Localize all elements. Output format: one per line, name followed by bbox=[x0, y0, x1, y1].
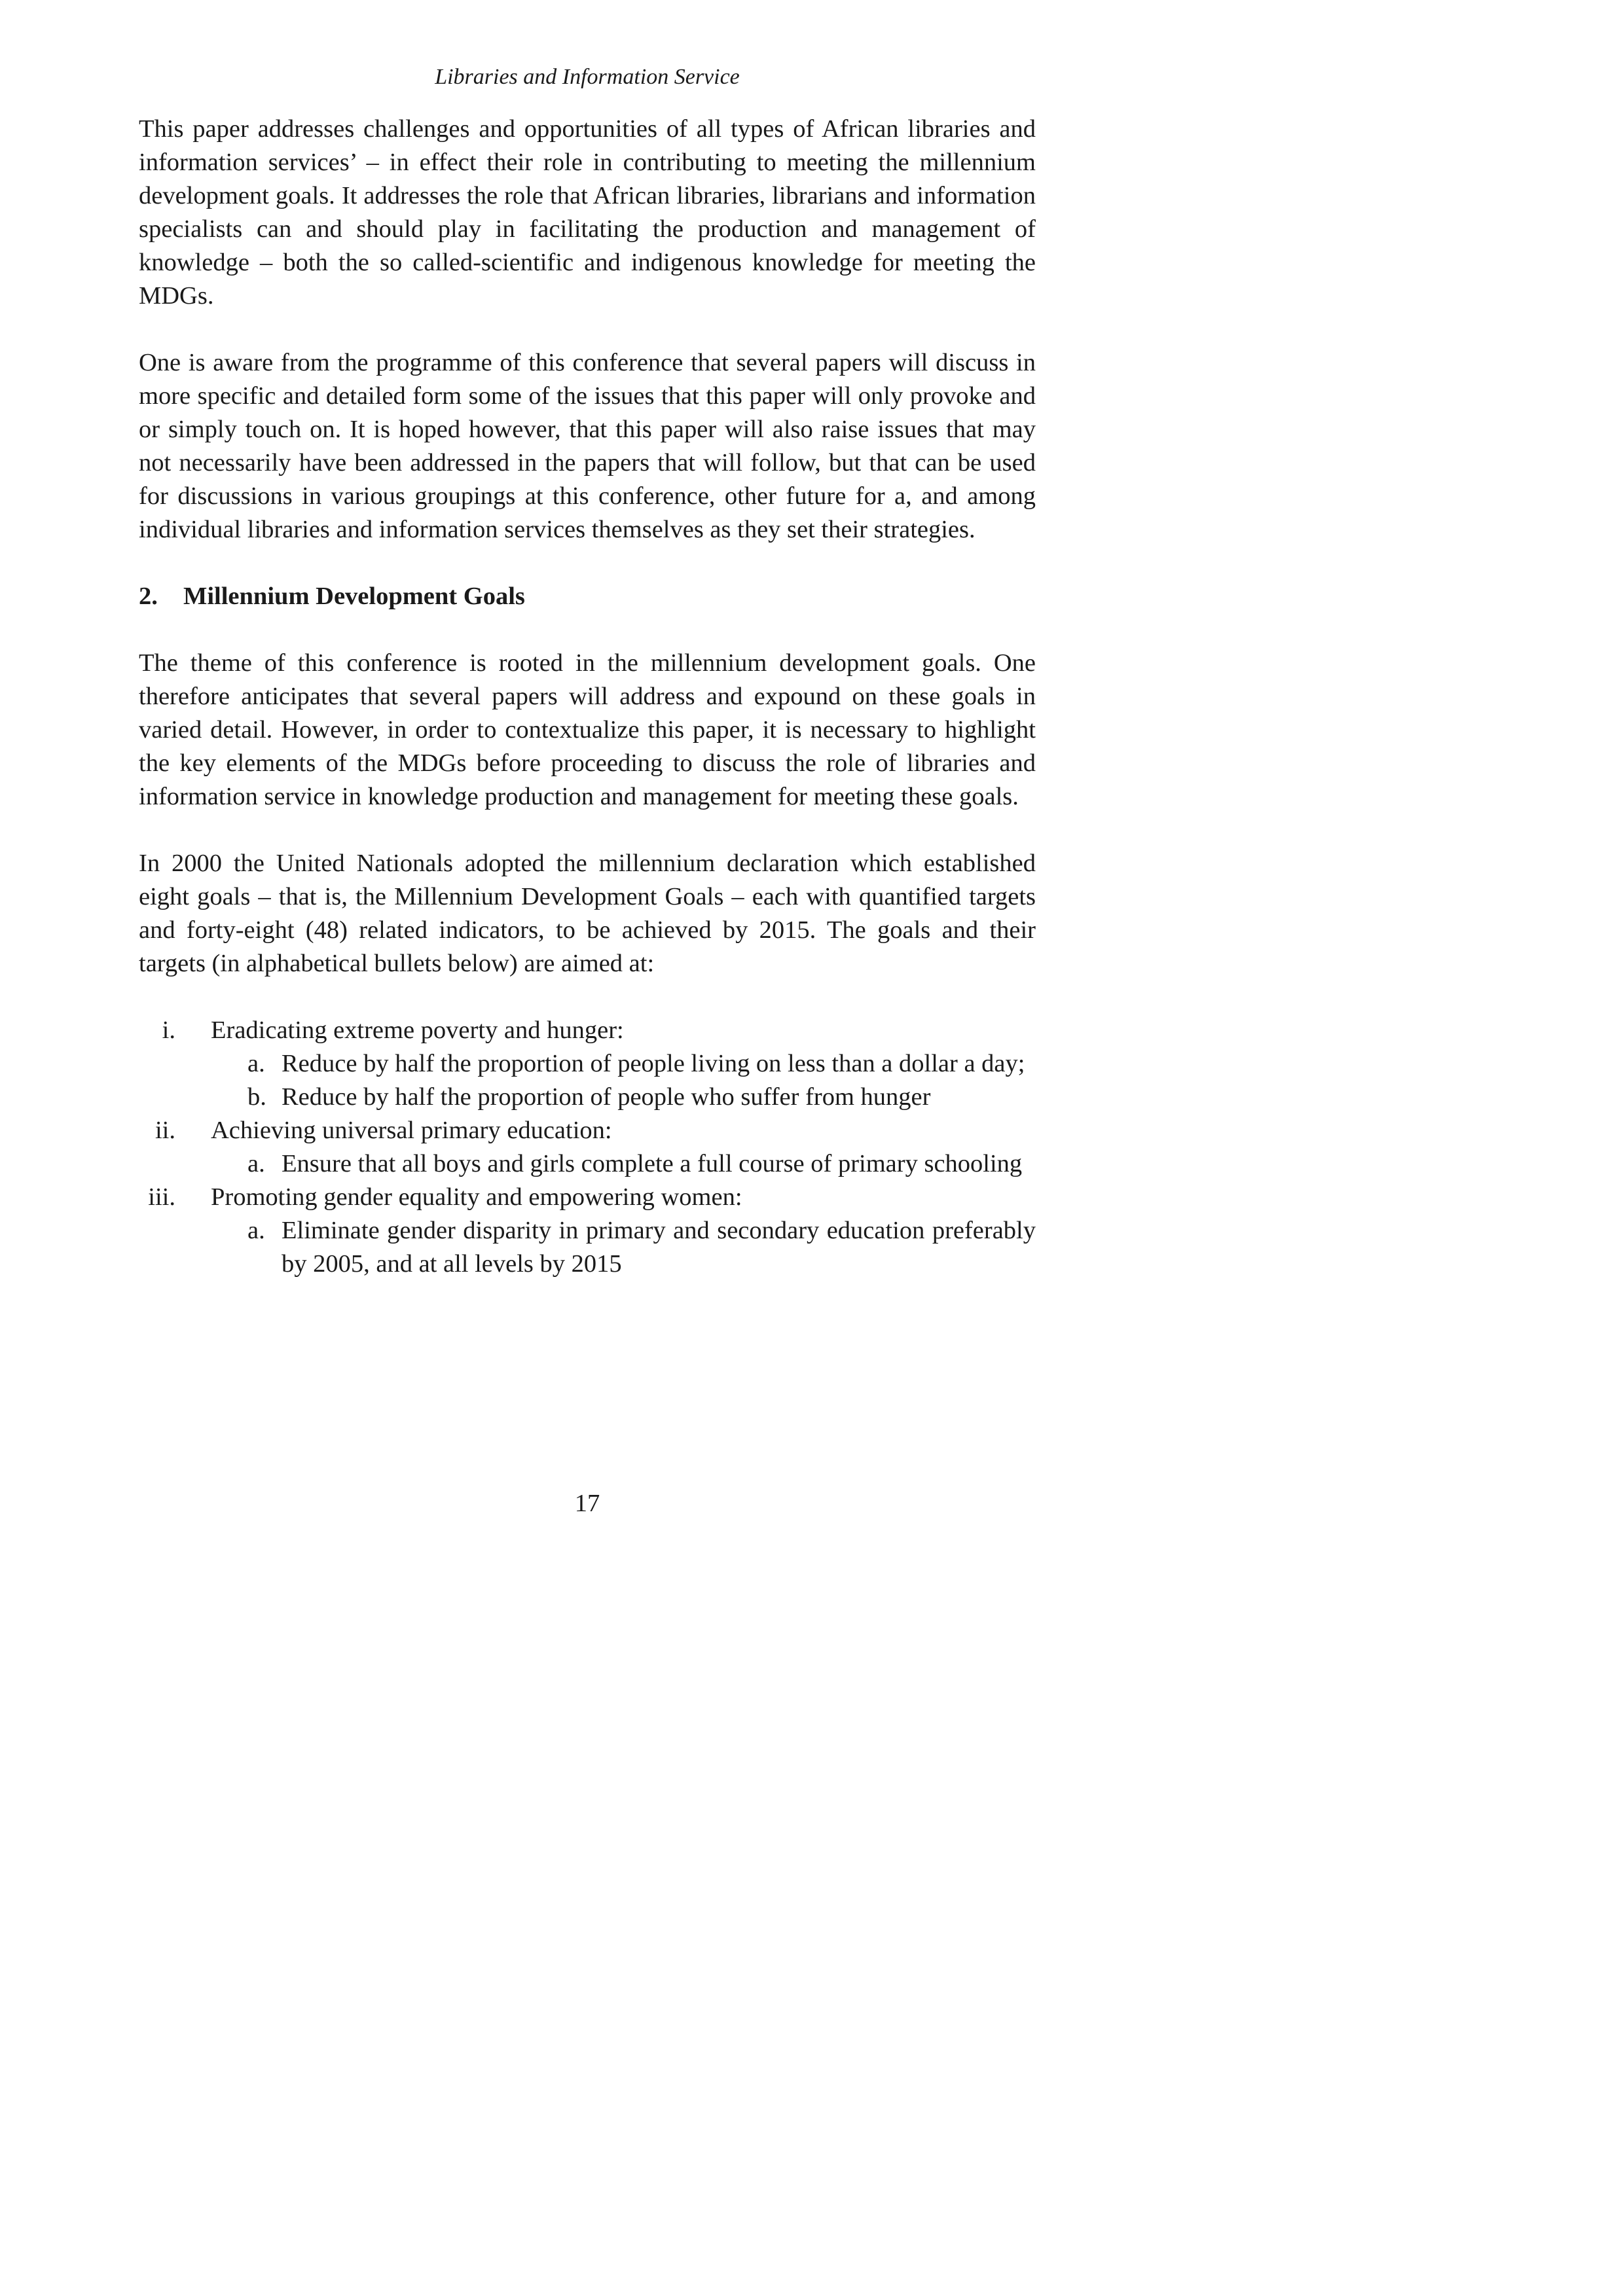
target-item bbox=[211, 1214, 1036, 1281]
goal-item bbox=[139, 1014, 1036, 1114]
goal-label: Eradicating extreme poverty and hunger: bbox=[211, 1016, 624, 1044]
paragraph-section-2: In 2000 the United Nationals adopted the millennium declaration which established eight goals – that is, the Millennium Development Goals – each with quantified targets and forty-eight (48) related indicators, to be achieved by 2015. The goals and their targets (in alphabetical bullets below) are aimed at: bbox=[139, 850, 1036, 977]
target-list bbox=[211, 1047, 1036, 1114]
target-text: Reduce by half the proportion of people who suffer from hunger bbox=[282, 1083, 931, 1111]
page-number: 17 bbox=[574, 1490, 600, 1517]
target-item bbox=[211, 1147, 1036, 1181]
target-list bbox=[211, 1147, 1036, 1181]
body-text bbox=[139, 113, 1036, 1281]
goal-numeral: i. bbox=[162, 1016, 175, 1044]
goal-numeral: ii. bbox=[155, 1117, 175, 1144]
target-letter: a. bbox=[247, 1050, 265, 1077]
target-text: Ensure that all boys and girls complete a full course of primary schooling bbox=[282, 1150, 1023, 1177]
target-letter: b. bbox=[247, 1083, 266, 1111]
paragraph-intro-2: One is aware from the programme of this conference that several papers will discuss in more specific and detailed form some of the issues that this paper will only provoke and or simply touch on. It is hoped however, that this paper will also raise issues that may not necessarily have been addressed in the papers that will follow, but that can be used for discussions in various groupings at this conference, other future for a, and among individual libraries and information services themselves as they set their strategies. bbox=[139, 349, 1036, 543]
paragraph-intro-1: This paper addresses challenges and opportunities of all types of African libraries and information services’ – in effect their role in contributing to meeting the millennium development goals. It addresses the role that African libraries, librarians and information specialists can and should play in facilitating the production and management of knowledge – both the so called-scientific and indigenous knowledge for meeting the MDGs. bbox=[139, 115, 1036, 310]
goal-label: Achieving universal primary education: bbox=[211, 1117, 612, 1144]
goal-item bbox=[139, 1181, 1036, 1281]
section-heading bbox=[139, 580, 1036, 613]
target-item bbox=[211, 1081, 1036, 1114]
goal-numeral: iii. bbox=[148, 1183, 175, 1211]
section-number: 2. bbox=[139, 583, 158, 610]
goal-item bbox=[139, 1114, 1036, 1181]
target-text: Eliminate gender disparity in primary and secondary education preferably by 2005, and at all levels by 2015 bbox=[282, 1217, 1036, 1278]
goal-list bbox=[139, 1014, 1036, 1281]
running-header: Libraries and Information Service bbox=[435, 65, 740, 89]
goal-label: Promoting gender equality and empowering women: bbox=[211, 1183, 742, 1211]
target-list bbox=[211, 1214, 1036, 1281]
target-letter: a. bbox=[247, 1217, 265, 1244]
paragraph-section-1: The theme of this conference is rooted in the millennium development goals. One therefore anticipates that several papers will address and expound on these goals in varied detail. However, in order to contextualize this paper, it is necessary to highlight the key elements of the MDGs before proceeding to discuss the role of libraries and information service in knowledge production and management for meeting these goals. bbox=[139, 649, 1036, 810]
target-letter: a. bbox=[247, 1150, 265, 1177]
section-title: Millennium Development Goals bbox=[183, 583, 525, 610]
target-item bbox=[211, 1047, 1036, 1081]
target-text: Reduce by half the proportion of people living on less than a dollar a day; bbox=[282, 1050, 1025, 1077]
